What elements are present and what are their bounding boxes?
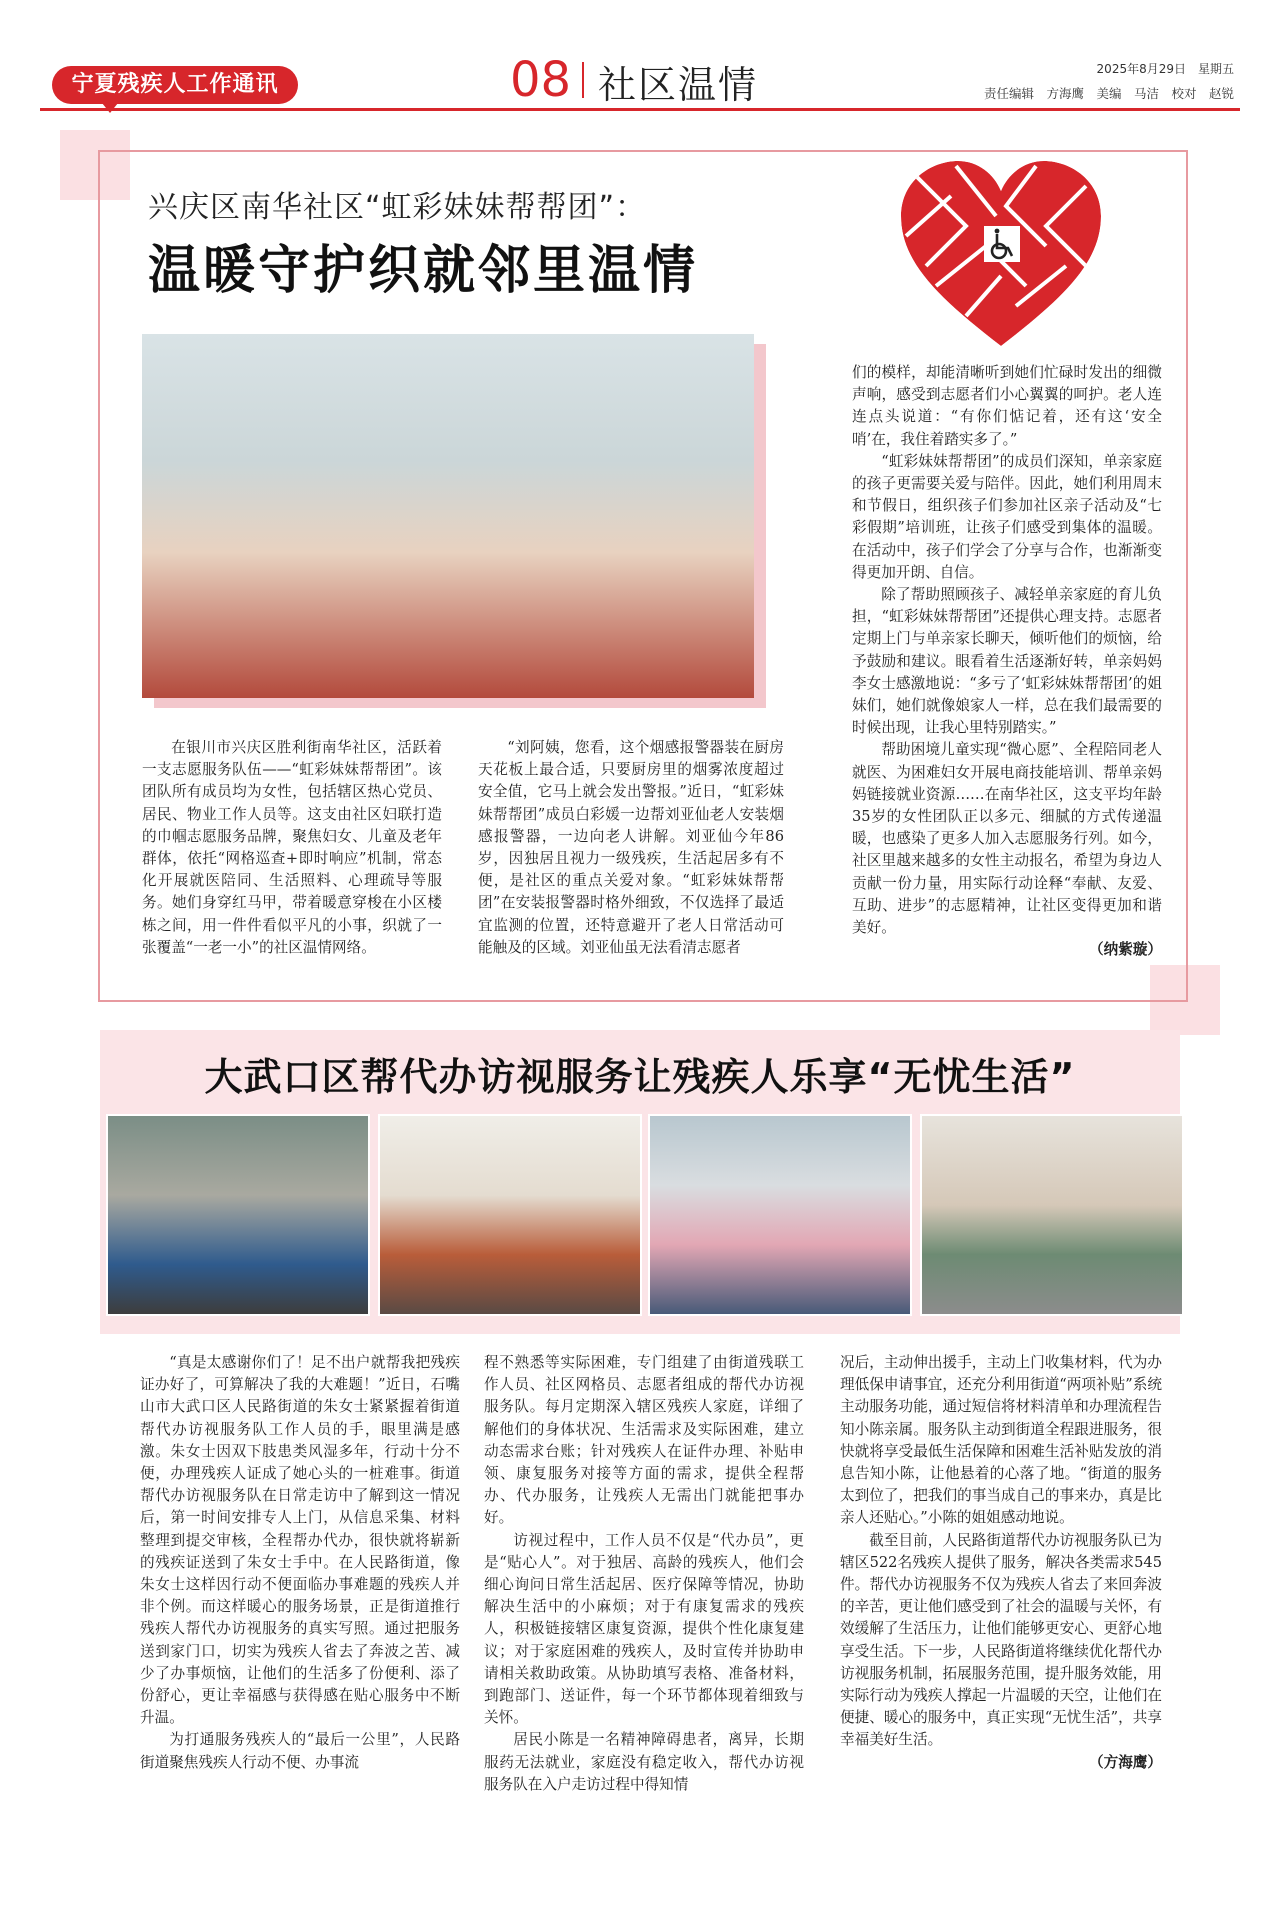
paragraph: 们的模样，却能清晰听到她们忙碌时发出的细微声响，感受到志愿者们小心翼翼的呵护。老人连连点头说道：“有你们惦记着，还有这‘安全哨’在，我住着踏实多了。” xyxy=(852,364,1162,448)
bedside-visit-photo xyxy=(648,1114,912,1316)
paragraph: 访视过程中，工作人员不仅是“代办员”，更是“贴心人”。对于独居、高龄的残疾人，他们会细心询问日常生活起居、医疗保障等情况，协助解决生活中的小麻烦；对于有康复需求的残疾人，积极链接辖区康复资源，提供个性化康复建议；对于家庭困难的残疾人，及时宣传并协助申请相关救助政策。从协助填写表格、准备材料，到跑部门、送证件，每一个环节都体现着细致与关怀。 xyxy=(484,1531,804,1727)
paragraph: “真是太感谢你们了！足不出户就帮我把残疾证办好了，可算解决了我的大难题！”近日，石嘴山市大武口区人民路街道的朱女士紧紧握着街道帮代办访视服务队工作人员的手，眼里满是感激。朱女士因双下肢患类风湿多年，行动十分不便，办理残疾人证成了她心头的一桩难事。街道帮代办访视服务队在日常走访中了解到这一情况后，第一时间安排专人上门，从信息采集、材料整理到提交审核，全程帮办代办，很快就将崭新的残疾证送到了朱女士手中。在人民路街道，像朱女士这样因行动不便面临办事难题的残疾人并非个例。而这样暖心的服务场景，正是街道推行残疾人帮代办访视服务的真实写照。通过把服务送到家门口，切实为残疾人省去了奔波之苦、减少了办事烦恼，让他们的生活多了份便利、添了份舒心，更让幸福感与获得感在贴心服务中不断升温。 xyxy=(140,1354,460,1727)
article1-subtitle: 兴庆区南华社区“虹彩妹妹帮帮团”： xyxy=(148,190,647,225)
article2-byline: （方海鹰） xyxy=(1089,1753,1162,1771)
paragraph: 况后，主动伸出援手，主动上门收集材料，代为办理低保申请事宜，还充分利用街道“两项补贴”系统主动服务功能，通过短信将材料清单和办理流程告知小陈亲属。服务队主动到街道全程跟进服务，很快就将享受最低生活保障和困难生活补贴发放的消息告知小陈，让他悬着的心落了地。“街道的服务太到位了，把我们的事当成自己的事来办，真是比亲人还贴心。”小陈的姐姐感动地说。 xyxy=(840,1354,1162,1527)
article1-column-3 xyxy=(852,362,1162,961)
section-title: 社区温情 xyxy=(598,63,759,107)
haircut-service-photo xyxy=(106,1114,370,1316)
page-number: 08 xyxy=(510,52,572,108)
article2-column-2 xyxy=(484,1352,804,1796)
article2-column-1 xyxy=(140,1352,460,1774)
editor-credits: 责任编辑 方海鹰 美编 马洁 校对 赵锐 xyxy=(983,86,1234,101)
paragraph: 居民小陈是一名精神障碍患者，离异，长期服药无法就业，家庭没有稳定收入，帮代办访视服务队在入户走访过程中得知情 xyxy=(484,1731,804,1793)
article1-column-2 xyxy=(478,737,784,959)
volunteers-family-photo xyxy=(142,334,754,698)
wheelchair-heart-icon xyxy=(896,156,1106,356)
paragraph: “刘阿姨，您看，这个烟感报警器装在厨房天花板上最合适，只要厨房里的烟雾浓度超过安全值，它马上就会发出警报。”近日，“虹彩妹妹帮帮团”成员白彩媛一边帮刘亚仙老人安装烟感报警器，一边向老人讲解。刘亚仙今年86岁，因独居且视力一级残疾，生活起居多有不便，是社区的重点关爱对象。“虹彩妹妹帮帮团”在安装报警器时格外细致，不仅选择了最适宜监测的位置，还特意避开了老人日常活动可能触及的区域。刘亚仙虽无法看清志愿者 xyxy=(478,739,784,956)
page-divider xyxy=(582,62,584,98)
paragraph: 在银川市兴庆区胜利街南华社区，活跃着一支志愿服务队伍——“虹彩妹妹帮帮团”。该团队所有成员均为女性，包括辖区热心党员、居民、物业工作人员等。这支由社区妇联打造的巾帼志愿服务品牌，聚焦妇女、儿童及老年群体，依托“网格巡查+即时响应”机制，常态化开展就医陪同、生活照料、心理疏导等服务。她们身穿红马甲，带着暖意穿梭在小区楼栋之间，用一件件看似平凡的小事，织就了一张覆盖“一老一小”的社区温情网络。 xyxy=(142,739,442,956)
paragraph: 程不熟悉等实际困难，专门组建了由街道残联工作人员、社区网格员、志愿者组成的帮代办访视服务队。每月定期深入辖区残疾人家庭，详细了解他们的身体状况、生活需求及实际困难，建立动态需求台账；针对残疾人在证件办理、补贴申领、康复服务对接等方面的需求，提供全程帮办、代办服务，让残疾人无需出门就能把事办好。 xyxy=(484,1354,804,1527)
paragraph: 除了帮助照顾孩子、减轻单亲家庭的育儿负担，“虹彩妹妹帮帮团”还提供心理支持。志愿者定期上门与单亲家长聊天，倾听他们的烦恼，给予鼓励和建议。眼看着生活逐渐好转，单亲妈妈李女士感激地说：“多亏了‘虹彩妹妹帮帮团’的姐妹们，她们就像娘家人一样，总在我们最需要的时候出现，让我心里特别踏实。” xyxy=(852,586,1162,737)
header-rule xyxy=(40,108,1240,111)
article2-title: 大武口区帮代办访视服务让残疾人乐享“无忧生活” xyxy=(204,1055,1076,1099)
paragraph: 截至目前，人民路街道帮代办访视服务队已为辖区522名残疾人提供了服务，解决各类需求545件。帮代办访视服务不仅为残疾人省去了来回奔波的辛苦，更让他们感受到了社会的温暖与关怀，有效缓解了生活压力，让他们能够更安心、更舒心地享受生活。下一步，人民路街道将继续优化帮代办访视服务机制，拓展服务范围，提升服务效能，用实际行动为残疾人撑起一片温暖的天空，让他们在便捷、暖心的服务中，真正实现“无忧生活”，共享幸福美好生活。 xyxy=(840,1531,1162,1749)
article1-title: 温暖守护织就邻里温情 xyxy=(148,241,699,301)
wheelchair-visit-photo xyxy=(920,1114,1184,1316)
article2-column-3 xyxy=(840,1352,1162,1774)
article1-byline: （纳紫璇） xyxy=(1089,941,1162,959)
paragraph: 帮助困境儿童实现“微心愿”、全程陪同老人就医、为困难妇女开展电商技能培训、帮单亲妈妈链接就业资源……在南华社区，这支平均年龄35岁的女性团队正以多元、细腻的方式传递温暖，也感染了更多人加入志愿服务行列。如今，社区里越来越多的女性主动报名，希望为身边人贡献一份力量，用实际行动诠释“奉献、友爱、互助、进步”的志愿精神，让社区变得更加和谐美好。 xyxy=(852,741,1162,937)
home-visit-photo xyxy=(378,1114,642,1316)
paragraph: “虹彩妹妹帮帮团”的成员们深知，单亲家庭的孩子更需要关爱与陪伴。因此，她们利用周末和节假日，组织孩子们参加社区亲子活动及“七彩假期”培训班，让孩子们感受到集体的温暖。在活动中，孩子们学会了分享与合作，也渐渐变得更加开朗、自信。 xyxy=(852,452,1162,581)
article1-column-1 xyxy=(142,737,442,959)
issue-date: 2025年8月29日 星期五 xyxy=(1096,62,1234,76)
paper-name: 宁夏残疾人工作通讯 xyxy=(52,66,298,104)
paragraph: 为打通服务残疾人的“最后一公里”，人民路街道聚焦残疾人行动不便、办事流 xyxy=(140,1731,460,1771)
